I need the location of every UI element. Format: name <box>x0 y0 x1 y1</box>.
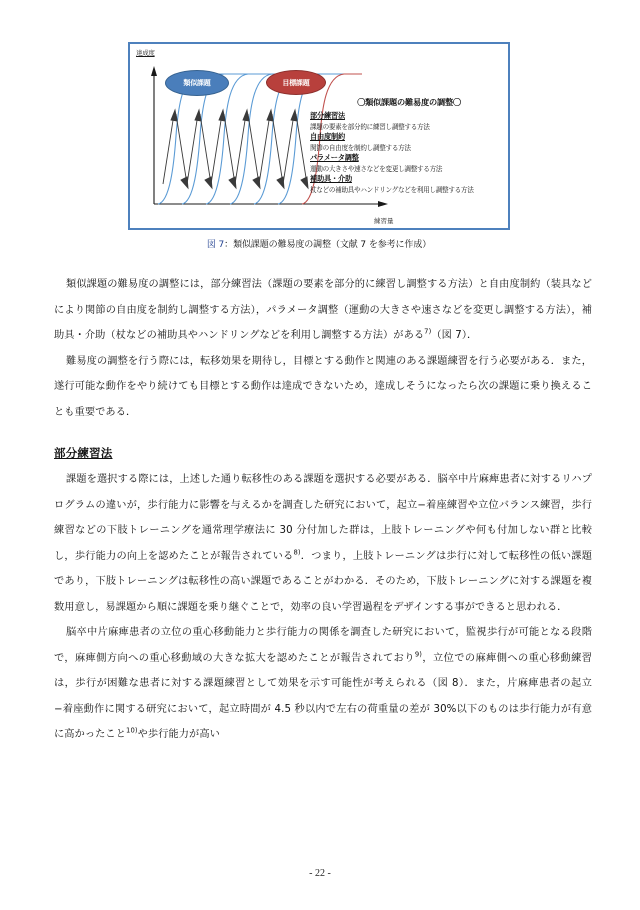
paragraph-1-tail: （図 7）． <box>431 330 478 341</box>
x-axis-label: 練習量 <box>374 217 394 225</box>
paragraph-1 <box>54 272 592 349</box>
legend-desc-partial-practice: 課題の要素を部分的に練習し調整する方法 <box>310 122 430 131</box>
paragraph-4-text-c: や歩行能力が高い <box>137 729 220 740</box>
page-number: - 22 - <box>309 868 331 879</box>
paragraph-3 <box>54 467 592 620</box>
reference-marker-10: 10) <box>126 726 138 735</box>
paragraph-3-text-b: ．つまり，上肢トレーニングは歩行に対して転移性の低い課題であり，下肢トレーニングは転移性の高い課題であることがわかる．そのため，下肢トレーニングに対する課題を複数用意し，易課題から順に課題を乗り継ぐことで，効率の良い学習過程をデザインする事ができると思われる． <box>54 550 592 613</box>
legend-term-dof-constraint: 自由度制約 <box>310 131 345 141</box>
legend-term-parameter-adjust: パラメータ調整 <box>310 152 359 162</box>
figure-caption-text: ：類似課題の難易度の調整（文献 7 を参考に作成） <box>224 240 432 250</box>
legend-desc-parameter-adjust: 運動の大きさや速さなどを変更し調整する方法 <box>310 164 443 173</box>
legend-title: 〇類似課題の難易度の調整〇 <box>357 97 461 107</box>
reference-marker-8: 8) <box>293 548 301 557</box>
legend-term-partial-practice: 部分練習法 <box>310 110 345 120</box>
similar-task-ellipse: 類似課題 <box>165 70 229 96</box>
figure-caption <box>128 237 510 250</box>
figure-7-block <box>128 42 510 250</box>
section-heading-partial-practice: 部分練習法 <box>54 446 113 460</box>
reference-marker-7: 7) <box>424 327 432 336</box>
reference-marker-9: 9) <box>414 650 423 659</box>
paragraph-1-text: 類似課題の難易度の調整には，部分練習法（課題の要素を部分的に練習し調整する方法）と自由度制約（装具などにより関節の自由度を制約し調整する方法），パラメータ調整（運動の大きさや速さなどを変更し調整する方法），補助具・介助（杖などの補助具やハンドリングなどを利用し調整する方法）がある <box>54 279 592 341</box>
legend-desc-dof-constraint: 関節の自由度を制約し調整する方法 <box>310 143 411 152</box>
y-axis-label: 達成度 <box>136 49 155 57</box>
figure-caption-tag: 図 7 <box>206 240 225 250</box>
figure-legend <box>310 97 508 194</box>
paragraph-4-text-a: 脳卒中片麻痺患者の立位の重心移動能力と歩行能力の関係を調査した研究において，監視歩行が可能となる段階で，麻痺側方向への重心移動域の大きな拡大を認めたことが報告されており <box>54 627 592 664</box>
paragraph-3-text-a: 課題を選択する際には，上述した通り転移性のある課題を選択する必要がある．脳卒中片麻痺患者に対するリハプログラムの違いが，歩行能力に影響を与えるかを調査した研究において，起立−着座練習や立位バランス練習，歩行練習などの下肢トレーニングを通常理学療法に 30 分付加した群は，上肢トレーニングや何も付加しない群と比較し，歩行能力の向上を認めたことが報告されている <box>54 474 592 562</box>
progression-arrows <box>163 110 308 188</box>
legend-desc-assistive-device: 杖などの補助具やハンドリングなどを利用し調整する方法 <box>310 185 474 194</box>
figure-frame <box>128 42 510 230</box>
paragraph-2: 難易度の調整を行う際には，転移効果を期待し，目標とする動作と関連のある課題練習を行う必要がある．また，遂行可能な動作をやり続けても目標とする動作は達成できないため，達成しそうになったら次の課題に乗り換えることも重要である． <box>54 355 592 418</box>
legend-term-assistive-device: 補助具・介助 <box>310 173 352 183</box>
paragraph-4-text-b: ，立位での麻痺側への重心移動練習は，歩行が困難な患者に対する課題練習として効果を示す可能性が考えられる（図 8）．また，片麻痺患者の起立−着座動作に関する研究において，起立時間が 4.5 秒以内で左右の荷重量の差が 30%以下のものは歩行能力が有意に高かったこと <box>54 652 592 740</box>
body-text <box>54 272 592 748</box>
paragraph-4 <box>54 620 592 748</box>
goal-task-ellipse: 目標課題 <box>266 70 326 95</box>
